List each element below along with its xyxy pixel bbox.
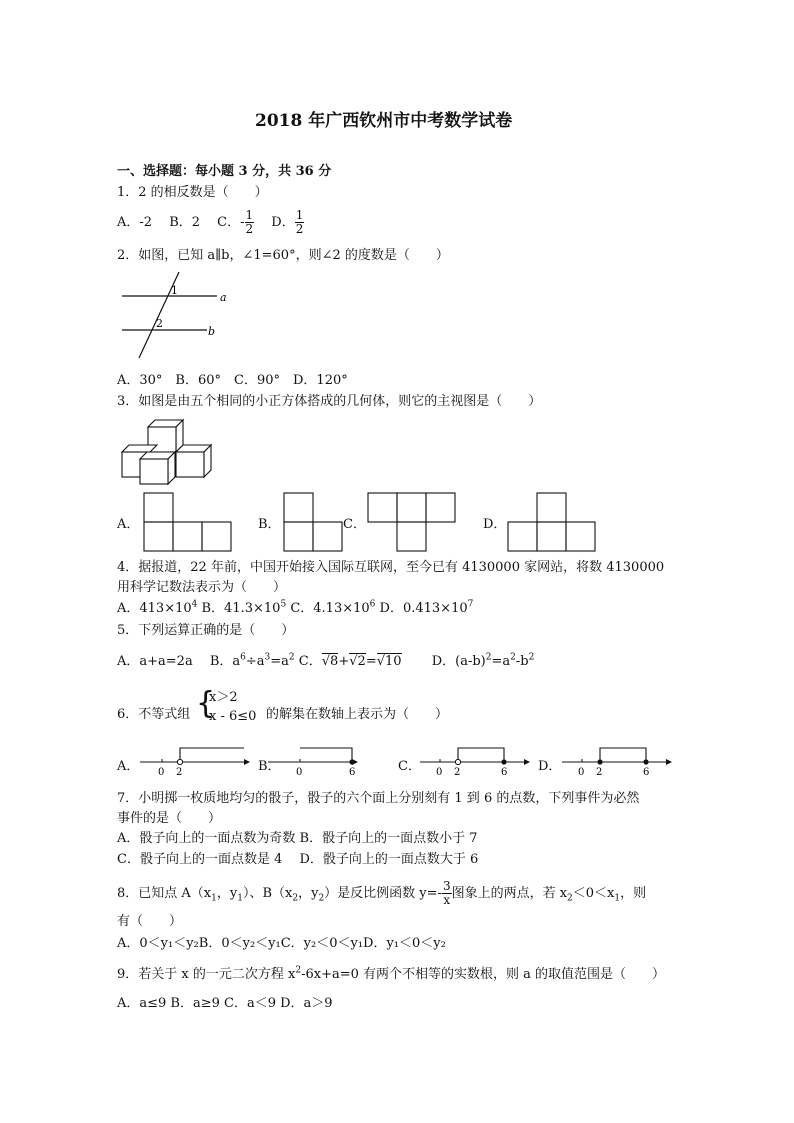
svg-text:0: 0 <box>158 767 165 778</box>
question-9-options: A．a≤9 B．a≥9 C．a＜9 D．a＞9 <box>117 996 333 1011</box>
question-7-options-ab: A．骰子向上的一面点数为奇数 B．骰子向上的一面点数小于 7 <box>117 831 478 846</box>
parallel-lines-figure <box>117 270 237 360</box>
q6-option-c-number-line <box>420 744 530 778</box>
question-7-options-cd: C．骰子向上的一面点数是 4 D．骰子向上的一面点数大于 6 <box>117 852 479 867</box>
q6-option-b-number-line <box>268 744 360 778</box>
q3-option-d-label: D． <box>483 517 507 532</box>
inequality-1: x＞2 <box>209 690 238 705</box>
question-3-stem: 3．如图是由五个相同的小正方体搭成的几何体，则它的主视图是（ ） <box>117 394 542 409</box>
q3-option-a-view <box>143 492 235 552</box>
question-4-stem-line1: 4．据报道，22 年前，中国开始接入国际互联网，至今已有 4130000 家网站，将数 4130000 <box>117 560 665 575</box>
question-8-options: A．0＜y₁＜y₂B．0＜y₂＜y₁C．y₂＜0＜y₁D．y₁＜0＜y₂ <box>117 936 446 951</box>
angle-1-label: 1 <box>171 284 178 297</box>
question-2-options: A．30° B．60° C．90° D．120° <box>117 373 348 388</box>
question-6-stem-prefix: 6．不等式组 <box>117 707 191 722</box>
question-5-stem: 5．下列运算正确的是（ ） <box>117 623 295 638</box>
svg-text:6: 6 <box>501 767 508 778</box>
svg-text:6: 6 <box>643 767 650 778</box>
question-9-stem: 9．若关于 x 的一元二次方程 $x^2-6x+a=0$ 有两个不相等的实数根，则 a 的取值范围是（ ） <box>117 965 666 982</box>
question-8-stem-line1: 8．已知点 $A(x_1$，$y_1$）、$B(x_2$，$y_2$）是反比例函数 y=- $\frac{3}{x}$ 图象上的两点，若 $x_2<0<x_1$，则 <box>117 879 647 907</box>
q1-option-a: A．-2 <box>117 215 153 230</box>
cube-solid-figure <box>121 415 221 485</box>
q6-option-a-number-line <box>140 744 250 778</box>
q6-option-c-label: C． <box>398 759 421 774</box>
q6-option-b-label: B． <box>258 759 281 774</box>
q6-option-a-label: A． <box>117 759 140 774</box>
svg-text:0: 0 <box>436 767 443 778</box>
q1-option-b: B．2 <box>169 215 201 230</box>
svg-text:6: 6 <box>349 767 356 778</box>
line-a-label: a <box>220 291 227 304</box>
q1-option-d: D． $\frac{1}{2}$ <box>271 208 304 236</box>
inequality-2: x - 6≤0 <box>209 709 257 724</box>
question-4-options: A．$413\times 10^4$ B．$41.3\times 10^5$ C．$4.13\times 10^6$ D．$0.413\times 10^7$ <box>117 599 474 616</box>
question-2-stem: 2．如图，已知 a∥b，∠1=60°，则∠2 的度数是（ ） <box>117 248 449 263</box>
q3-option-a-label: A． <box>117 517 140 532</box>
angle-2-label: 2 <box>156 317 163 330</box>
q6-option-d-number-line <box>562 744 672 778</box>
q3-option-b-label: B． <box>258 517 281 532</box>
question-8-stem-line2: 有（ ） <box>117 914 183 929</box>
question-1-options <box>117 209 304 236</box>
question-4-stem-line2: 用科学记数法表示为（ ） <box>117 580 287 595</box>
q3-option-c-view <box>367 492 459 552</box>
q6-option-d-label: D． <box>538 759 562 774</box>
section-heading: 一、选择题：每小题 3 分，共 36 分 <box>117 164 332 179</box>
q3-option-b-view <box>283 492 345 552</box>
svg-text:2: 2 <box>454 767 461 778</box>
svg-text:2: 2 <box>176 767 183 778</box>
q3-option-d-view <box>507 492 599 552</box>
svg-text:0: 0 <box>578 767 585 778</box>
q3-option-c-label: C． <box>343 517 366 532</box>
q1-option-c: C．- $\frac{1}{2}$ <box>217 208 254 236</box>
page-title: 2018 年广西钦州市中考数学试卷 <box>255 111 513 131</box>
system-brace: { <box>196 686 216 721</box>
question-1-stem: 1．2 的相反数是（ ） <box>117 185 268 200</box>
question-5-options: A．a+a=2a B．$a^6\div a^3=a^2$ C．√8+√2=√10 D．$(a-b)^2=a^2-b^2$ <box>117 652 535 669</box>
question-7-stem-line1: 7．小明掷一枚质地均匀的骰子，骰子的六个面上分别刻有 1 到 6 的点数，下列事件为必然 <box>117 791 640 806</box>
svg-text:2: 2 <box>596 767 603 778</box>
line-b-label: b <box>208 325 216 338</box>
svg-text:0: 0 <box>296 767 303 778</box>
question-6-stem-suffix: 的解集在数轴上表示为（ ） <box>266 707 449 722</box>
question-7-stem-line2: 事件的是（ ） <box>117 811 222 826</box>
